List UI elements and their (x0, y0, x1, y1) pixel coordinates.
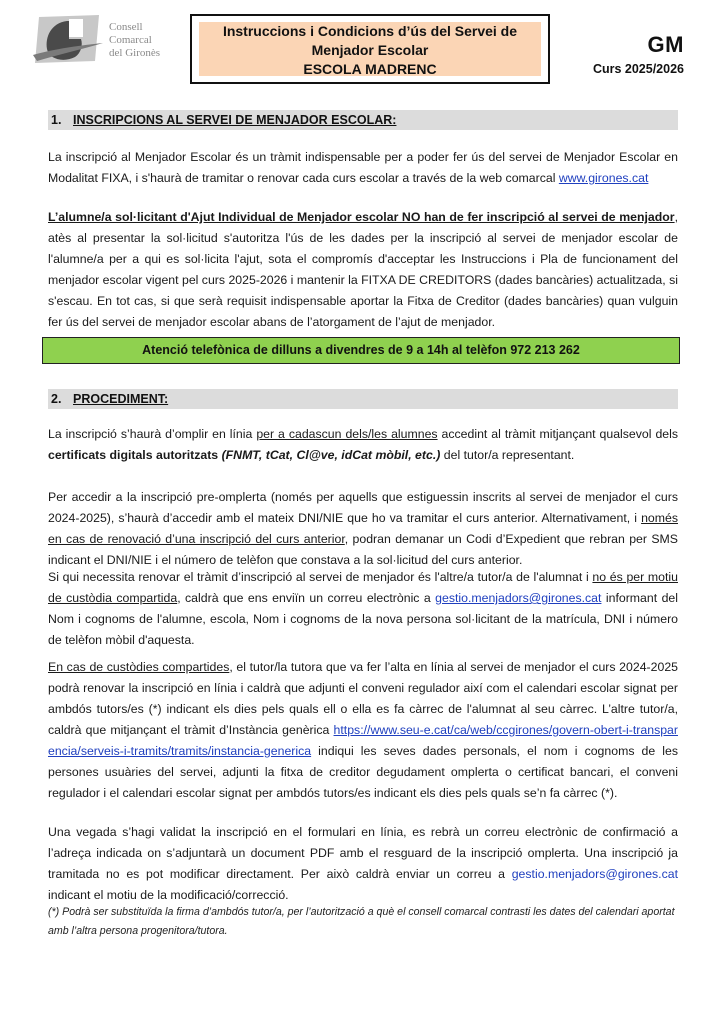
section-number: 2. (51, 392, 62, 406)
logo-line-1: Consell (109, 21, 143, 33)
paragraph-text: , caldrà que ens enviïn un correu electrònic a (177, 591, 436, 605)
title-line-2: Menjador Escolar (311, 42, 429, 58)
section-number: 1. (51, 113, 62, 127)
paragraph-text: indicant el motiu de la modificació/correcció. (48, 888, 289, 902)
instancia-generica-link[interactable]: https://www.seu-e.cat/ca/web/ccgirones/govern-obert-i-transparencia/serveis-i-tramits/tramits/instancia-generica (48, 723, 678, 758)
paragraph-text: , atès al presentar la sol·licitud s'autoritza l'ús de les dades per la inscripció al servei de menjador escolar de l'alumne/a per a qui es sol·licita l'ajut, sota el compromís d'acceptar les Instruccions i Pla de funcionament del menjador escolar vigent pel curs 2025-2026 i mantenir la FITXA DE CREDITORS (dades bancàries) actualitzada, si s'escau. En tot cas, si que serà requisit indispensable aportar la Fitxa de Creditor (dades bancàries) quan vulguin fer ús del servei de menjador escolar abans de l’atorgament de l’ajut de menjador. (48, 210, 678, 329)
paragraph-text: , el tutor/la tutora que va fer l’alta en línia al servei de menjador el curs 2024-2025 podrà renovar la inscripció en línia i caldrà que adjunti el conveni regulador així com el calendari escolar signat per ambdós tutors/es (*) indicant els dies pels quals ell o ella es fa càrrec de l'alumnat al seu càrrec. L’altre tutor/a, caldrà que mitjançant el tràmit d’Instància genèrica (48, 660, 678, 737)
certificates-list: (FNMT, tCat, Cl@ve, idCat mòbil, etc.) (221, 448, 441, 462)
section-2-paragraph-1 (48, 424, 678, 466)
underlined-text: per a cadascun dels/les alumnes (256, 427, 438, 441)
paragraph-text: Una vegada s’hagi validat la inscripció en el formulari en línia, es rebrà un correu electrònic de confirmació a l’adreça indicada on s’adjuntarà un document PDF amb el resguard de la inscripció omplerta. Una inscripció ja tramitada no es pot modificar directament. Per això caldrà enviar un correu a (48, 825, 678, 881)
footnote: (*) Podrà ser substituïda la firma d’ambdós tutor/a, per l’autorització a què el consell comarcal contrasti les dates del calendari aportat amb l’altra persona progenitora/tutora. (48, 906, 675, 937)
section-title: PROCEDIMENT: (73, 392, 169, 406)
section-2-paragraph-2 (48, 487, 678, 571)
paragraph-text: Per accedir a la inscripció pre-omplerta (només per aquells que estiguessin inscrits al servei de menjador el curs 2024-2025), s’haurà d’accedir amb el mateix DNI/NIE que ho va tramitar el curs anterior. Alternativament, i (48, 490, 678, 525)
section-1-paragraph-1 (48, 147, 678, 189)
section-1-heading (48, 110, 678, 130)
email-link[interactable]: gestio.menjadors@girones.cat (435, 591, 602, 605)
logo-line-3: del Gironès (109, 47, 161, 59)
girones-website-link[interactable]: www.girones.cat (558, 171, 649, 185)
paragraph-text: accedint al tràmit mitjançant qualsevol dels (437, 427, 679, 441)
paragraph-text: , podran demanar un Codi d’Expedient que rebran per SMS indicant el DNI/NIE i el número de telèfon que constava a la sol·licitud del curs anterior. (48, 532, 679, 567)
underlined-text: no és per motiu de custòdia compartida (48, 570, 678, 605)
logo-text (109, 21, 160, 60)
consell-comarcal-logo-icon (33, 15, 103, 65)
underlined-text: només en cas de renovació d’una inscripció del curs anterior (48, 511, 678, 546)
section-2-paragraph-5 (48, 822, 678, 906)
document-code: GM (647, 32, 684, 57)
section-title: INSCRIPCIONS AL SERVEI DE MENJADOR ESCOLAR: (73, 113, 397, 127)
section-1-paragraph-2 (48, 207, 678, 333)
certificates-bold: certificats digitals autoritzats (48, 448, 222, 462)
paragraph-text: informant del Nom i cognoms de l'alumne, escola, Nom i cognoms de la nova persona sol·licitant de la matrícula, DNI i número de telèfon mòbil d'aquesta. (48, 591, 678, 647)
paragraph-text: del tutor/a representant. (440, 448, 575, 462)
section-2-paragraph-3 (48, 567, 678, 651)
logo-line-2: Comarcal (109, 34, 152, 46)
phone-support-banner: Atenció telefònica de dilluns a divendres de 9 a 14h al telèfon 972 213 262 (42, 337, 680, 364)
paragraph-text: La inscripció al Menjador Escolar és un tràmit indispensable per a poder fer ús del servei de Menjador Escolar en Modalitat FIXA, i s'haurà de tramitar o renovar cada curs escolar a través de la web comarcal (48, 150, 678, 185)
consell-comarcal-logo (33, 15, 173, 65)
ajut-notice: L’alumne/a sol·licitant d'Ajut Individual de Menjador escolar NO han de fer inscripció al servei de menjador (48, 210, 675, 224)
document-title-box (190, 14, 550, 84)
paragraph-text: La inscripció s’haurà d’omplir en línia (48, 427, 257, 441)
course-year: Curs 2025/2026 (592, 62, 684, 76)
email-link[interactable]: gestio.menjadors@girones.cat (511, 867, 678, 881)
school-name: ESCOLA MADRENC (303, 61, 437, 77)
section-2-heading (48, 389, 678, 409)
underlined-text: En cas de custòdies compartides (48, 660, 230, 674)
paragraph-text: Si qui necessita renovar el tràmit d’inscripció al servei de menjador és l'altre/a tutor/a de l'alumnat i (48, 570, 593, 584)
title-line-1: Instruccions i Condicions d’ús del Servei de (222, 23, 518, 39)
document-title (199, 22, 541, 76)
paragraph-text: indiqui les seves dades personals, el nom i cognoms de les persones usuàries del servei, adjunti la fitxa de creditor degudament omplerta o certificat bancari, el conveni regulador i el calendari escolar signat per ambdós tutors/es indicant els dies pels quals se’n fa càrrec (*). (48, 744, 678, 800)
section-2-paragraph-4 (48, 657, 678, 804)
